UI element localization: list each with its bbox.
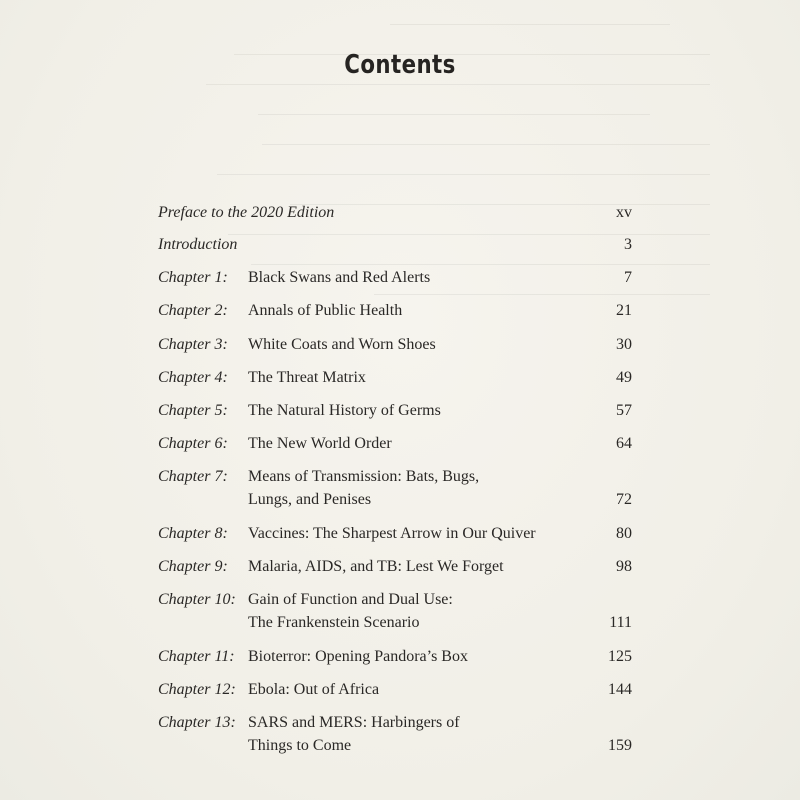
entry-title: Vaccines: The Sharpest Arrow in Our Quiver (248, 525, 536, 542)
page-number: 98 (616, 558, 632, 575)
entry-title: White Coats and Worn Shoes (248, 336, 436, 353)
entry-title: The New World Order (248, 435, 392, 452)
entry-title: Preface to the 2020 Edition (158, 204, 335, 221)
entry-title: Introduction (158, 236, 238, 253)
chapter-label: Chapter 5: (158, 402, 228, 419)
page-number: 64 (616, 435, 632, 452)
chapter-label: Chapter 10: (158, 591, 236, 608)
entry-title: Ebola: Out of Africa (248, 681, 380, 698)
page-number: 21 (616, 302, 632, 319)
entry-title: Gain of Function and Dual Use: The Frankenstein Scenario (248, 591, 453, 631)
chapter-label: Chapter 13: (158, 714, 236, 731)
page-number: 3 (624, 236, 632, 253)
entry-title: Black Swans and Red Alerts (248, 269, 431, 286)
page-number: 72 (616, 491, 632, 508)
page-number: 144 (608, 681, 632, 698)
page-number: 57 (616, 402, 632, 419)
entry-title: The Natural History of Germs (248, 402, 441, 419)
page-number: 49 (616, 369, 632, 386)
chapter-label: Chapter 4: (158, 369, 228, 386)
entry-title: The Threat Matrix (248, 369, 366, 386)
chapter-label: Chapter 1: (158, 269, 228, 286)
entry-title: Means of Transmission: Bats, Bugs, Lungs, and Penises (248, 468, 480, 508)
page-number: 7 (624, 269, 632, 286)
contents-heading: Contents (344, 50, 456, 80)
page-number: xv (616, 204, 632, 221)
chapter-label: Chapter 12: (158, 681, 236, 698)
chapter-label: Chapter 11: (158, 648, 235, 665)
page-number: 30 (616, 336, 632, 353)
chapter-label: Chapter 6: (158, 435, 228, 452)
chapter-label: Chapter 7: (158, 468, 228, 485)
page-number: 111 (609, 614, 632, 631)
entry-title: Malaria, AIDS, and TB: Lest We Forget (248, 558, 504, 575)
page-number: 80 (616, 525, 632, 542)
chapter-label: Chapter 8: (158, 525, 228, 542)
chapter-label: Chapter 9: (158, 558, 228, 575)
page-number: 159 (608, 737, 632, 754)
entry-title: Bioterror: Opening Pandora’s Box (248, 648, 468, 665)
entry-title: Annals of Public Health (248, 302, 403, 319)
entry-title: SARS and MERS: Harbingers of Things to Come (248, 714, 460, 754)
chapter-label: Chapter 3: (158, 336, 228, 353)
page-number: 125 (608, 648, 632, 665)
chapter-label: Chapter 2: (158, 302, 228, 319)
